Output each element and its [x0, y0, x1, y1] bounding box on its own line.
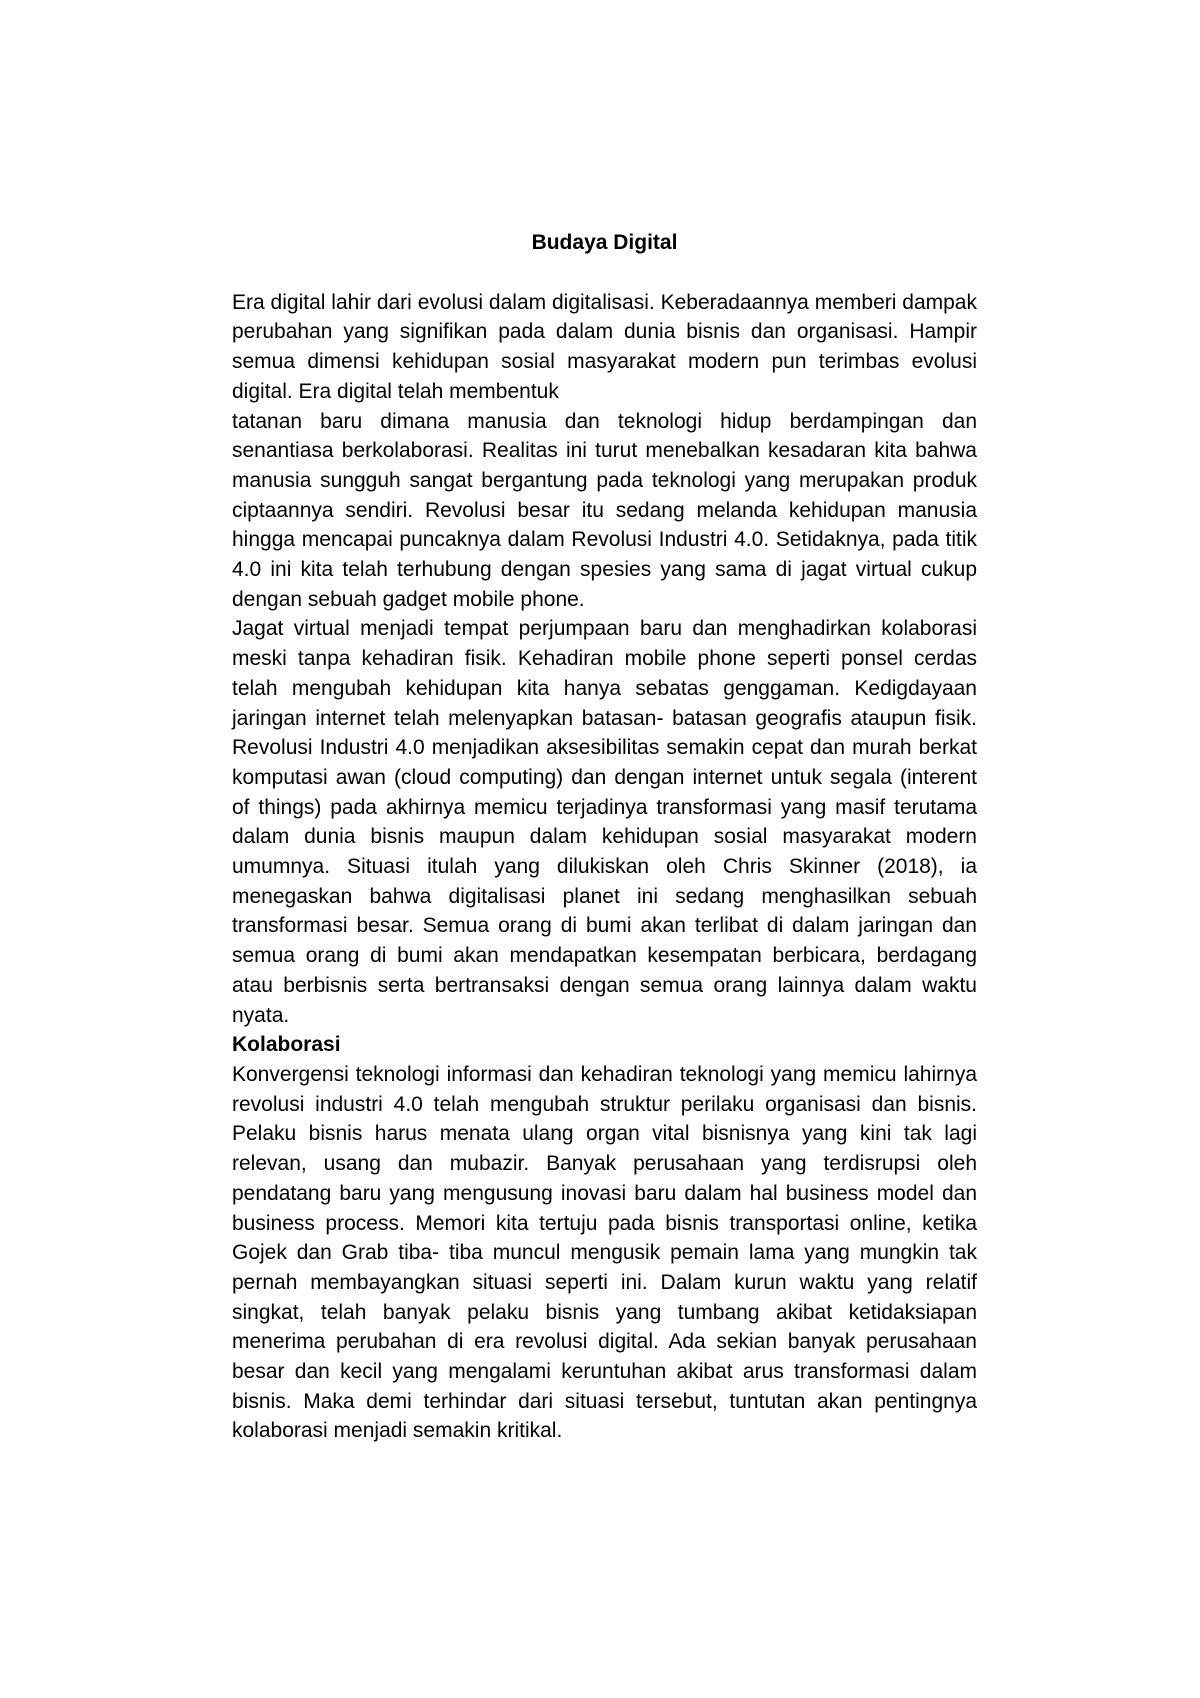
paragraph-intro: Era digital lahir dari evolusi dalam digitalisasi. Keberadaannya memberi dampak perubahan yang signifikan pada dalam dunia bisnis dan organisasi. Hampir semua dimensi kehidupan sosial masyarakat modern pun terimbas evolusi digital. Era digital telah membentuk — [232, 290, 977, 403]
paragraph-jagat-virtual: Jagat virtual menjadi tempat perjumpaan baru dan menghadirkan kolaborasi meski tanpa kehadiran fisik. Kehadiran mobile phone seperti ponsel cerdas telah mengubah kehidupan kita hanya sebatas genggaman. Kedigdayaan jaringan internet telah melenyapkan batasan- batasan geografis ataupun fisik. Revolusi Industri 4.0 menjadikan aksesibilitas semakin cepat dan murah berkat komputasi awan (cloud computing) dan dengan internet untuk segala (interent of things) pada akhirnya memicu terjadinya transformasi yang masif terutama dalam dunia bisnis maupun dalam kehidupan sosial masyarakat modern umumnya. Situasi itulah yang dilukiskan oleh Chris Skinner (2018), ia menegaskan bahwa digitalisasi planet ini sedang menghasilkan sebuah transformasi besar. Semua orang di bumi akan terlibat di dalam jaringan dan semua orang di bumi akan mendapatkan kesempatan berbicara, berdagang atau berbisnis serta bertransaksi dengan semua orang lainnya dalam waktu nyata. — [232, 617, 977, 1027]
paragraph-tatanan: tatanan baru dimana manusia dan teknologi hidup berdampingan dan senantiasa berkolaborasi. Realitas ini turut menebalkan kesadaran kita bahwa manusia sungguh sangat bergantung pada teknologi yang merupakan produk ciptaannya sendiri. Revolusi besar itu sedang melanda kehidupan manusia hingga mencapai puncaknya dalam Revolusi Industri 4.0. Setidaknya, pada titik 4.0 ini kita telah terhubung dengan spesies yang sama di jagat virtual cukup dengan sebuah gadget mobile phone. — [232, 409, 977, 611]
document-body — [232, 228, 977, 1446]
section-heading-kolaborasi: Kolaborasi — [232, 1033, 341, 1057]
document-title: Budaya Digital — [531, 231, 678, 254]
paragraph-kolaborasi: Konvergensi teknologi informasi dan kehadiran teknologi yang memicu lahirnya revolusi industri 4.0 telah mengubah struktur perilaku organisasi dan bisnis. Pelaku bisnis harus menata ulang organ vital bisnisnya yang kini tak lagi relevan, usang dan mubazir. Banyak perusahaan yang terdisrupsi oleh pendatang baru yang mengusung inovasi baru dalam hal business model dan business process. Memori kita tertuju pada bisnis transportasi online, ketika Gojek dan Grab tiba- tiba muncul mengusik pemain lama yang mungkin tak pernah membayangkan situasi seperti ini. Dalam kurun waktu yang relatif singkat, telah banyak pelaku bisnis yang tumbang akibat ketidaksiapan menerima perubahan di era revolusi digital. Ada sekian banyak perusahaan besar dan kecil yang mengalami keruntuhan akibat arus transformasi dalam bisnis. Maka demi terhindar dari situasi tersebut, tuntutan akan pentingnya kolaborasi menjadi semakin kritikal. — [232, 1062, 977, 1443]
